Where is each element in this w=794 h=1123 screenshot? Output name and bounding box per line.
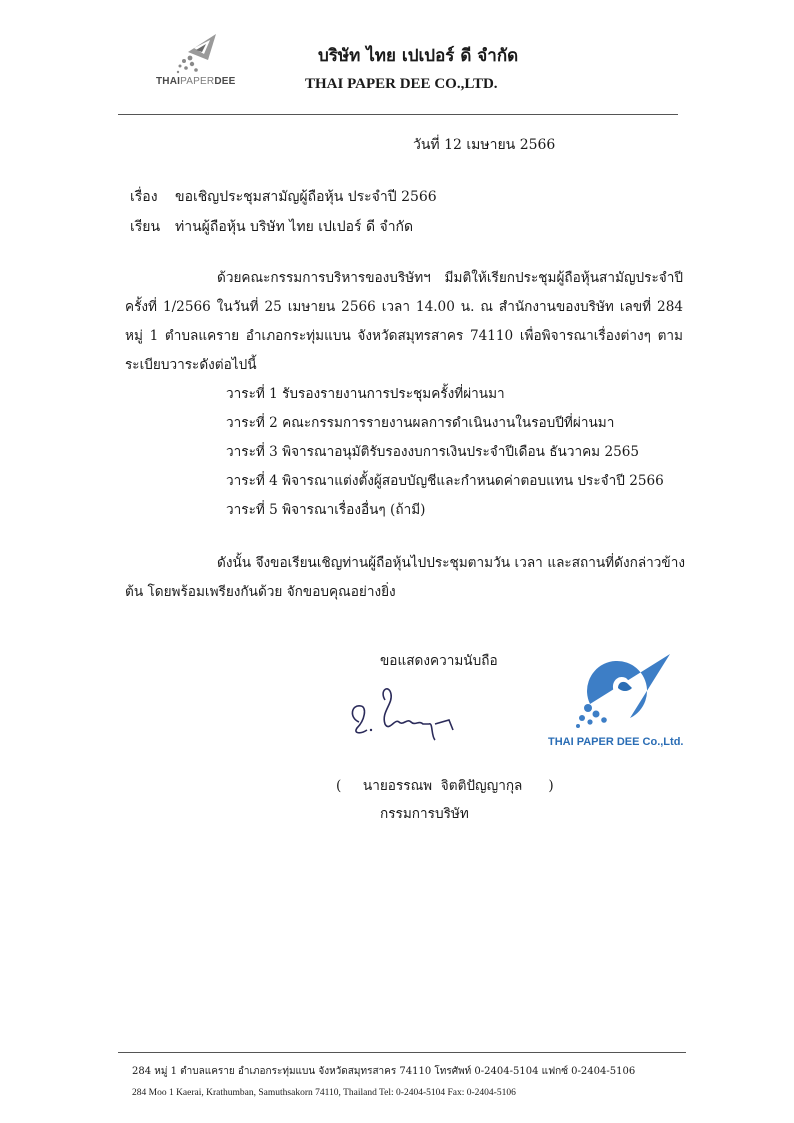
- company-logo-icon: [170, 30, 225, 78]
- agenda-list: [226, 380, 664, 525]
- subject-text: ขอเชิญประชุมสามัญผู้ถือหุ้น ประจำปี 2566: [175, 189, 437, 205]
- recipient-label: เรียน: [130, 219, 161, 235]
- signer-title: กรรมการบริษัท: [380, 806, 469, 822]
- header-divider: [118, 114, 678, 115]
- company-name-english: THAI PAPER DEE CO.,LTD.: [305, 76, 498, 92]
- logo-wordmark-paper: PAPER: [180, 76, 215, 87]
- stamp-text: THAI PAPER DEE Co.,Ltd.: [548, 736, 684, 748]
- logo-wordmark: [156, 76, 235, 87]
- signer-name: ( นายอรรณพ จิตติปัญญากุล ): [336, 778, 554, 794]
- agenda-item: วาระที่ 2 คณะกรรมการรายงานผลการดำเนินงานในรอบปีที่ผ่านมา: [226, 415, 615, 431]
- regards-text: ขอแสดงความนับถือ: [380, 653, 498, 669]
- footer-address-thai: 284 หมู่ 1 ตำบลแคราย อำเภอกระทุ่มแบน จังหวัดสมุทรสาคร 74110 โทรศัพท์ 0-2404-5104 แฟกซ์ 0-2404-5106: [132, 1066, 636, 1077]
- logo-wordmark-thai: THAI: [156, 76, 181, 87]
- recipient-text: ท่านผู้ถือหุ้น บริษัท ไทย เปเปอร์ ดี จำกัด: [175, 219, 414, 235]
- signature-image: [345, 682, 465, 744]
- company-stamp-icon: [570, 648, 680, 730]
- agenda-item: วาระที่ 4 พิจารณาแต่งตั้งผู้สอบบัญชีและกำหนดค่าตอบแทน ประจำปี 2566: [226, 473, 664, 489]
- body-paragraph: ด้วยคณะกรรมการบริหารของบริษัทฯ มีมติให้เรียกประชุมผู้ถือหุ้นสามัญประจำปี ครั้งที่ 1/2566 ในวันที่ 25 เมษายน 2566 เวลา 14.00 น. ณ สำนักงานของบริษัท เลขที่ 284 หมู่ 1 ตำบลแคราย อำเภอกระทุ่มแบน จังหวัดสมุทรสาคร 74110 เพื่อพิจารณาเรื่องต่างๆ ตามระเบียบวาระดังต่อไปนี้: [125, 270, 683, 373]
- agenda-item: วาระที่ 1 รับรองรายงานการประชุมครั้งที่ผ่านมา: [226, 386, 505, 402]
- company-name-thai: บริษัท ไทย เปเปอร์ ดี จำกัด: [318, 46, 519, 66]
- closing-paragraph: ดังนั้น จึงขอเรียนเชิญท่านผู้ถือหุ้นไปประชุมตามวัน เวลา และสถานที่ดังกล่าวข้างต้น โดยพร้อมเพรียงกันด้วย จักขอบคุณอย่างยิ่ง: [125, 555, 685, 600]
- letter-date: วันที่ 12 เมษายน 2566: [413, 137, 556, 153]
- footer-divider: [118, 1052, 686, 1053]
- agenda-item: วาระที่ 5 พิจารณาเรื่องอื่นๆ (ถ้ามี): [226, 502, 426, 518]
- agenda-item: วาระที่ 3 พิจารณาอนุมัติรับรองงบการเงินประจำปีเดือน ธันวาคม 2565: [226, 444, 640, 460]
- subject-label: เรื่อง: [130, 189, 158, 205]
- footer-address-english: 284 Moo 1 Kaerai, Krathumban, Samuthsakorn 74110, Thailand Tel: 0-2404-5104 Fax: 0-2404-5106: [132, 1088, 516, 1098]
- logo-wordmark-dee: DEE: [214, 76, 236, 87]
